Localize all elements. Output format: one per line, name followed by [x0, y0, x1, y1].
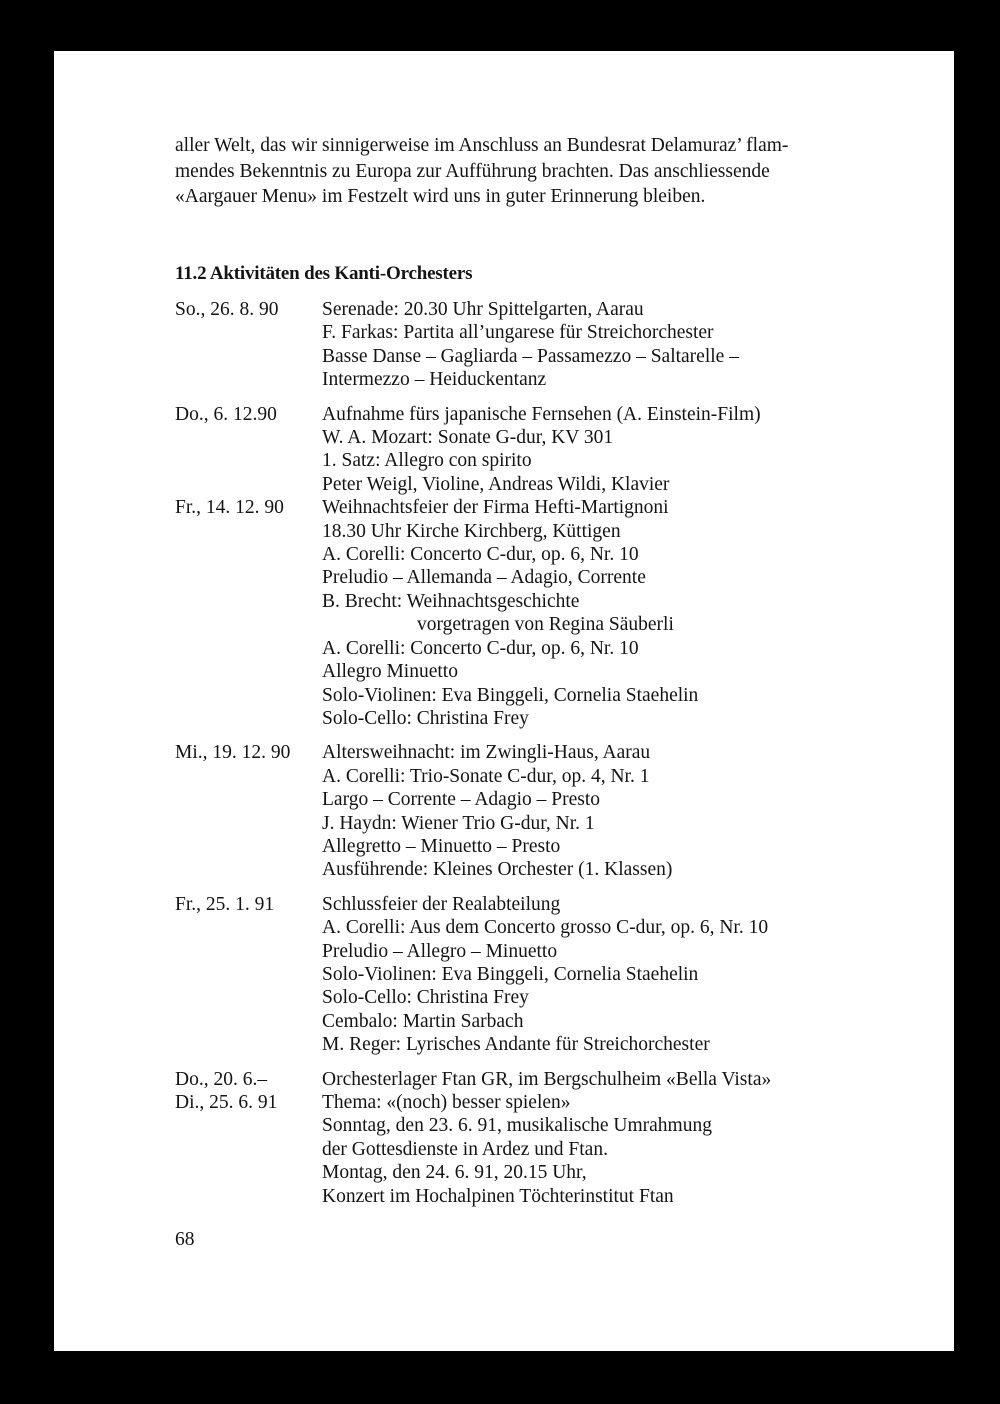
section-title: 11.2 Aktivitäten des Kanti-Orchesters: [175, 263, 473, 284]
event-line: Largo – Corrente – Adagio – Presto: [322, 789, 601, 811]
document-page: [54, 51, 954, 1351]
event-line: A. Corelli: Aus dem Concerto grosso C-dur, op. 6, Nr. 10: [322, 917, 769, 939]
event-entry: [175, 403, 895, 497]
intro-line: mendes Bekenntnis zu Europa zur Aufführung brachten. Das anschliessende: [175, 160, 770, 182]
page-number: 68: [175, 1229, 195, 1250]
event-line: 18.30 Uhr Kirche Kirchberg, Küttigen: [322, 520, 621, 542]
event-line: Ausführende: Kleines Orchester (1. Klassen): [322, 859, 673, 881]
event-line: Solo-Violinen: Eva Binggeli, Cornelia Staehelin: [322, 684, 699, 706]
event-line: Montag, den 24. 6. 91, 20.15 Uhr,: [322, 1162, 587, 1184]
event-line: Solo-Cello: Christina Frey: [322, 987, 529, 1009]
event-line: F. Farkas: Partita all’ungarese für Streichorchester: [322, 322, 714, 344]
event-entry: [175, 741, 895, 881]
event-date: [175, 1068, 322, 1208]
intro-line: «Aargauer Menu» im Festzelt wird uns in guter Erinnerung bleiben.: [175, 186, 706, 207]
event-date: [175, 893, 322, 1057]
event-date-line: Do., 20. 6.–: [175, 1068, 268, 1090]
event-line: Solo-Violinen: Eva Binggeli, Cornelia Staehelin: [322, 963, 699, 985]
event-date-line: Di., 25. 6. 91: [175, 1092, 278, 1113]
event-date: [175, 298, 322, 392]
event-line: Weihnachtsfeier der Firma Hefti-Martignoni: [322, 497, 669, 519]
events-list: [175, 298, 895, 1208]
event-date: [175, 403, 322, 497]
event-date-line: Do., 6. 12.90: [175, 403, 277, 425]
event-line: Preludio – Allemanda – Adagio, Corrente: [322, 567, 646, 589]
event-entry: [175, 298, 895, 392]
event-line: Thema: «(noch) besser spielen»: [322, 1092, 571, 1113]
event-line: Intermezzo – Heiduckentanz: [322, 369, 547, 391]
event-date-line: Mi., 19. 12. 90: [175, 742, 291, 764]
event-line: Basse Danse – Gagliarda – Passamezzo – Saltarelle –: [322, 345, 739, 367]
event-line: Allegro Minuetto: [322, 661, 458, 683]
event-line: Altersweihnacht: im Zwingli-Haus, Aarau: [322, 742, 651, 764]
event-line: Preludio – Allegro – Minuetto: [322, 940, 558, 962]
event-line: Allegretto – Minuetto – Presto: [322, 835, 561, 857]
event-date-line: Fr., 14. 12. 90: [175, 497, 284, 519]
event-date: [175, 741, 322, 881]
event-date-line: Fr., 25. 1. 91: [175, 893, 275, 915]
intro-line: aller Welt, das wir sinnigerweise im Anschluss an Bundesrat Delamuraz’ flam-: [175, 135, 789, 156]
event-line: A. Corelli: Concerto C-dur, op. 6, Nr. 10: [322, 544, 639, 566]
event-line: Solo-Cello: Christina Frey: [322, 707, 529, 729]
event-date-line: So., 26. 8. 90: [175, 299, 279, 320]
event-details: [322, 496, 895, 730]
event-details: [322, 741, 895, 881]
event-line: Peter Weigl, Violine, Andreas Wildi, Klavier: [322, 473, 670, 495]
event-line: der Gottesdienste in Ardez und Ftan.: [322, 1138, 608, 1160]
event-line: A. Corelli: Trio-Sonate C-dur, op. 4, Nr. 1: [322, 765, 650, 787]
event-line: A. Corelli: Concerto C-dur, op. 6, Nr. 10: [322, 637, 639, 659]
event-entry: [175, 893, 895, 1057]
event-entry: [175, 1068, 895, 1208]
event-details: [322, 298, 895, 392]
event-line: Orchesterlager Ftan GR, im Bergschulheim «Bella Vista»: [322, 1068, 772, 1090]
event-line: Cembalo: Martin Sarbach: [322, 1010, 524, 1032]
event-line: Sonntag, den 23. 6. 91, musikalische Umrahmung: [322, 1115, 712, 1137]
event-line: vorgetragen von Regina Säuberli: [417, 614, 674, 636]
event-line: Konzert im Hochalpinen Töchterinstitut Ftan: [322, 1185, 674, 1207]
event-line: M. Reger: Lyrisches Andante für Streichorchester: [322, 1034, 710, 1056]
event-line: Serenade: 20.30 Uhr Spittelgarten, Aarau: [322, 299, 644, 320]
event-details: [322, 1068, 895, 1208]
intro-paragraph: [175, 133, 887, 210]
event-details: [322, 893, 895, 1057]
event-line: Aufnahme fürs japanische Fernsehen (A. Einstein-Film): [322, 403, 761, 425]
event-details: [322, 403, 895, 497]
event-entry: [175, 496, 895, 730]
event-date: [175, 496, 322, 730]
event-line: B. Brecht: Weihnachtsgeschichte: [322, 590, 580, 612]
event-line: 1. Satz: Allegro con spirito: [322, 450, 532, 472]
event-line: Schlussfeier der Realabteilung: [322, 893, 561, 915]
event-line: J. Haydn: Wiener Trio G-dur, Nr. 1: [322, 812, 595, 834]
event-line: W. A. Mozart: Sonate G-dur, KV 301: [322, 427, 614, 449]
